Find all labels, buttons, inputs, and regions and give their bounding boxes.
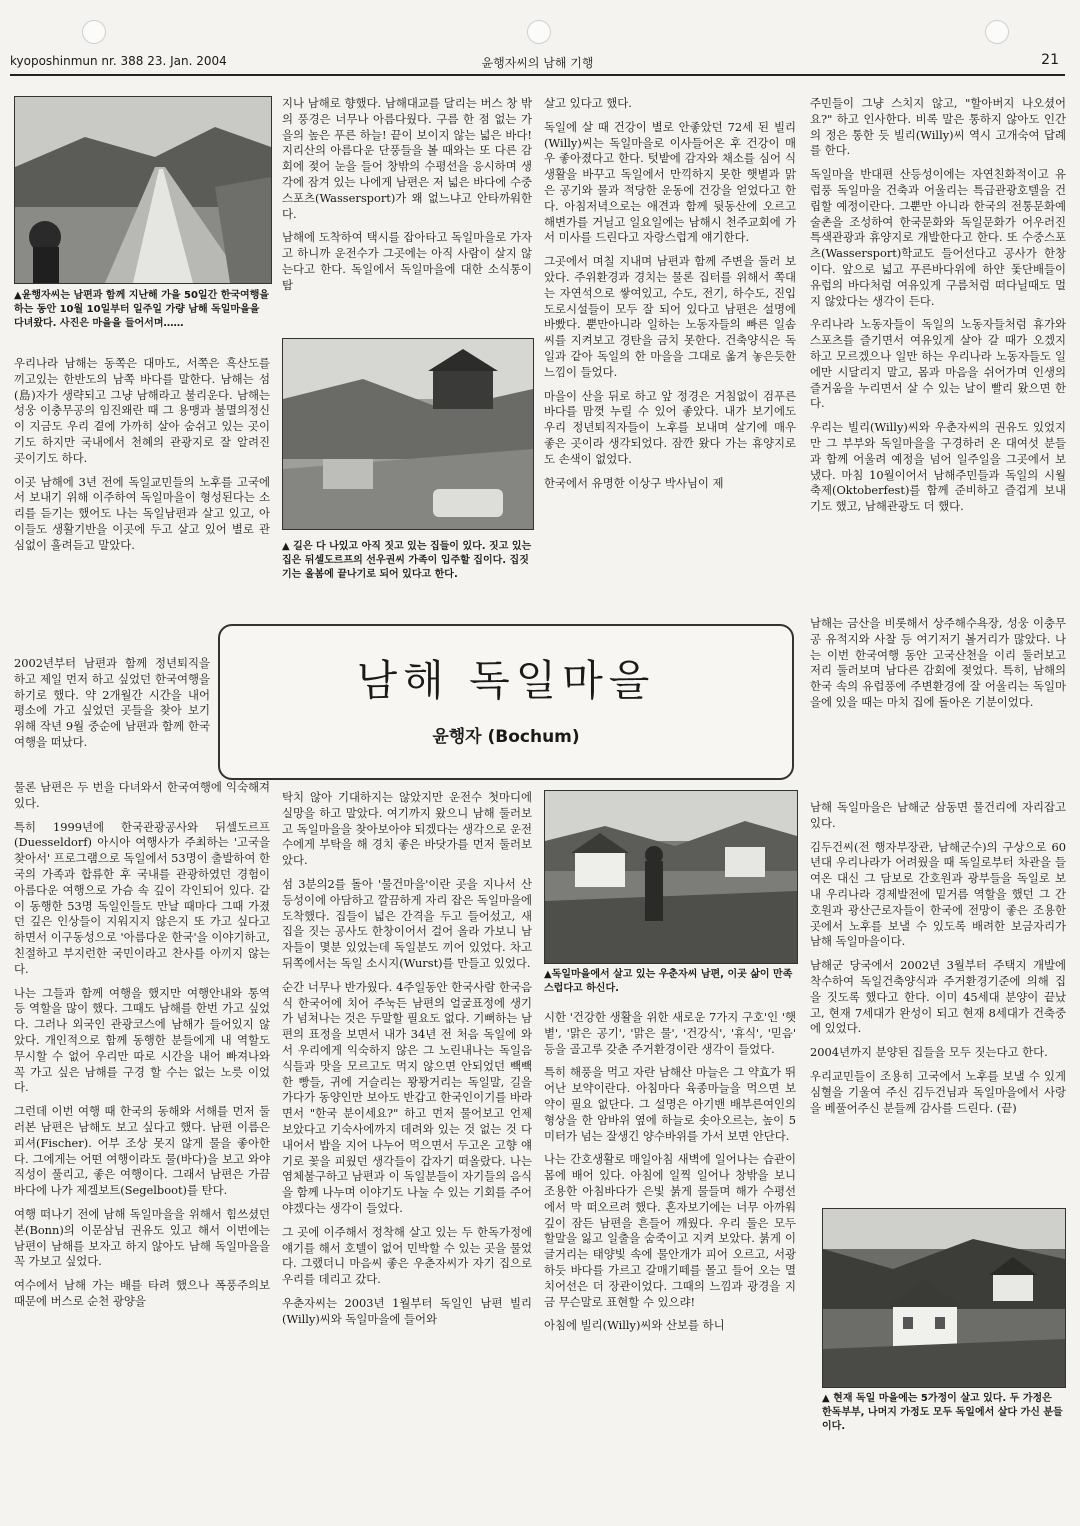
article-column-2a (282, 96, 532, 334)
article-column-4a (810, 96, 1066, 616)
paragraph: 여행 떠나기 전에 남해 독일마을을 위해서 힘쓰셨던 본(Bonn)의 이문삼님 권유도 있고 해서 이번에는 남편이 남해를 보자고 하지 않아도 남해 독일마을을 꼭 가보고 싶었다. (14, 1206, 270, 1269)
paragraph: 김두건씨(전 행자부장관, 남해군수)의 구상으로 60년대 우리나라가 어려웠을 때 독일로부터 차관을 들여온 대신 그 담보로 간호원과 광부들을 독일로 보내 우리나라 경제발전에 밑거름 역할을 했던 그 간호원과 광산근로자들이 한국에 전망이 좋은 조용한 곳에서 노후를 보낼 수 있도록 배려한 보금자리가 남해 독일마을이다. (810, 839, 1066, 949)
punch-hole (82, 20, 106, 44)
article-column-3b (544, 1010, 796, 1456)
photo-road (14, 96, 272, 284)
article-column-1a (14, 356, 270, 648)
page-number: 21 (1041, 52, 1059, 68)
paragraph: 특히 1999년에 한국관광공사와 뒤셀도르프(Duesseldorf) 아시아 여행사가 주최하는 '고국을 찾아서' 프로그램으로 독일에서 53명이 출발하여 한국의 가족과 합류한 후 국내를 관광하였던 경험이 아름다운 여행으로 가슴 속 깊이 각인되어 있다. 같이 동행한 53명 독일인들도 만날 때마다 그때 가졌던 깊은 인상들이 지워지지 않은지 또 가고 싶다고 하면서 이구동성으로 '아름다운 한국'을 이야기하고, 친절하고 부지런한 국민이라고 찬사를 아끼지 않는다. (14, 819, 270, 976)
paragraph: 나는 간호생활로 매일아침 새벽에 일어나는 습관이 몸에 배어 있다. 아침에 일찍 일어나 창밖을 보니 조용한 아침바다가 은빛 붉게 물들며 해가 수평선에서 막 떠오르려 했다. 혼자보기에는 너무 아까워 깊이 잠든 남편을 흔들어 깨웠다. 우리 둘은 모두 할말을 잃고 일출을 숨죽이고 지켜 보았다. 붉게 이글거리는 태양빛 속에 물안개가 피어 오르고, 서광하듯 바다를 가르고 갈매기떼를 몰고 들어 오는 멸치어선은 더 장관이었다. 그때의 느낌과 광경을 지금 무슨말로 표현할 수 있으랴! (544, 1152, 796, 1309)
photo-construction (282, 338, 534, 530)
paragraph: 우리교민들이 조용히 고국에서 노후를 보낼 수 있게 심혈을 기울여 주신 김두건님과 독일마을에서 사랑을 베풀어주신 분들께 감사를 드린다. (끝) (810, 1068, 1066, 1115)
page-header (10, 50, 1065, 76)
paragraph: 우리나라 노동자들이 독일의 노동자들처럼 휴가와 스포츠를 즐기면서 여유있게 살아 갈 때가 오겠지 하고 모르겠으나 일만 하는 우리나라 노동자들도 일에만 시달리지 말고, 몸과 마음을 쉬어가며 인생의 즐거움을 누리면서 살 수 있는 날이 빨리 왔으면 한다. (810, 317, 1066, 411)
paragraph: 남해 독일마을은 남해군 삼동면 물건리에 자리잡고 있다. (810, 800, 1066, 830)
caption-road: ▲윤행자씨는 남편과 함께 지난해 가을 50일간 한국여행을 하는 동안 10월 10일부터 일주일 가량 남해 독일마을을 다녀왔다. 사진은 마을을 들어서며…… (14, 290, 270, 329)
article-column-4b (810, 616, 1066, 784)
paragraph: 마을이 산을 뒤로 하고 앞 정경은 거침없이 검푸른 바다를 맘껏 누릴 수 있어 좋았다. 내가 보기에도 우리 정년퇴직자들이 노후를 보내며 살기에 매우 좋은 곳이라 생각되었다. 잠깐 왔다 가는 휴양지로도 손색이 없었다. (544, 388, 796, 466)
caption-houses: ▲ 현재 독일 마을에는 5가정이 살고 있다. 두 가정은 한독부부, 나머지 가정도 모두 독일에서 살다 가신 분들이다. (822, 1393, 1063, 1432)
paragraph: 그런데 이번 여행 때 한국의 동해와 서해를 먼저 둘러본 남편은 남해도 보고 싶다고 했다. 남편 이름은 피셔(Fischer). 어부 조상 못지 않게 물을 좋아한다. 그에게는 어떤 여행이라도 물(바다)을 보고 와야 직성이 풀리고, 좋은 여행이다. 그래서 남편은 가끔 바다에 나가 제겔보트(Segelboot)를 탄다. (14, 1104, 270, 1198)
paragraph: 남해에 도착하여 택시를 잡아타고 독일마을로 가자고 하니까 운전수가 그곳에는 아직 사람이 살지 않는다고 한다. 독일에서 독일마을에 대한 소식통이 탐 (282, 230, 532, 292)
paragraph: 탁치 않아 기대하지는 않았지만 운전수 첫마디에 실망을 하고 말았다. 여기까지 왔으니 남해 둘러보고 독일마을을 찾아보아야 되겠다는 생각으로 운전수에게 부탁을 해 경치 좋은 바닷가를 먼저 둘러보았다. (282, 790, 532, 868)
paragraph: 2004년까지 분양된 집들을 모두 짓는다고 한다. (810, 1045, 1048, 1060)
paragraph: 섬 3분의2를 돌아 '물건마을'이란 곳을 지나서 산등성이에 아담하고 깔끔하게 자리 잡은 독일마을에 도착했다. 집들이 넓은 간격을 두고 들어섰고, 새 집을 짓는 공사도 한창이어서 걸어 올라 가보니 남자들이 몇분 있었는데 독일분도 끼어 있었다. 차고 뒤쪽에서는 독일 소시지(Wurst)를 만들고 있었다. (282, 876, 532, 970)
paragraph: 특히 해풍을 먹고 자란 남해산 마늘은 그 약효가 뛰어난 보약이란다. 아침마다 육종마늘을 먹으면 보약이 필요 없단다. 그 설명은 아기밴 배부른여인의 형상을 한 암바위 옆에 하늘로 솟아오르는, 높이 5미터가 넘는 잘생긴 양수바위를 가서 보면 안단다. (544, 1065, 796, 1143)
photo-garden (544, 790, 798, 964)
paragraph: 우리나라 남해는 동쪽은 대마도, 서쪽은 흑산도를 끼고있는 한반도의 남쪽 바다를 말한다. 남해는 섬(島)자가 생략되고 그냥 남해라고 불리운다. 남해는 성웅 이충무공의 임진왜란 때 그 용맹과 불멸의정신이 지금도 우리 곁에 가까히 살아 숨쉬고 있는 곳이기도 하지만 국내에서 천혜의 관광지로 잘 알려진 곳이기도 하다. (14, 356, 270, 465)
paragraph: 그 곳에 이주해서 정착해 살고 있는 두 한독가정에 얘기를 해서 호텔이 없어 민박할 수 있는 곳을 물었다. 그랬더니 마음씨 좋은 우춘자씨가 자기 집으로 우리를 데리고 갔다. (282, 1224, 532, 1287)
paragraph: 한국에서 유명한 이상구 박사님이 제 (544, 475, 724, 490)
paragraph: 독일에 살 때 건강이 별로 안좋았던 72세 된 빌리(Willy)씨는 독일마을로 이사들어온 후 건강이 매우 좋아졌다고 한다. 텃밭에 감자와 채소를 심어 식생활을 바꾸고 독일에서 만끽하지 못한 햇볕과 맑은 공기와 물과 적당한 운동에 건강을 얻었다고 한다. 아침저녁으로는 애견과 함께 뒷동산에 오르고 해변가를 거닐고 일요일에는 남해시 천주교회에 가서 미사를 드린다고 자랑스럽게 얘기한다. (544, 119, 796, 245)
article-title: 남해 독일마을 (356, 656, 656, 705)
paragraph: 살고 있다고 했다. (544, 96, 632, 110)
paragraph: 우리는 빌리(Willy)씨와 우춘자씨의 권유도 있었지만 그 부부와 독일마을을 구경하러 온 대여섯 분들과 함께 어울려 예정을 넘어 일주일을 그곳에서 보냈다. 마침 10월이어서 남해주민들과 독일의 시월축제(Oktoberfest)를 함께 준비하고 즐겁게 보내기도 했고, 남해관광도 더 했다. (810, 420, 1066, 514)
photo-houses (822, 1208, 1066, 1388)
caption-construction: ▲ 길은 다 나있고 아직 짓고 있는 집들이 있다. 짓고 있는 집은 뒤셀도르프의 선우권씨 가족이 입주할 집이다. 집짓기는 올봄에 끝나기로 되어 있다고 한다. (282, 541, 532, 580)
paragraph: 여수에서 남해 가는 배를 타려 했으나 폭풍주의보 때문에 버스로 순천 광양을 (14, 1278, 270, 1308)
paragraph: 주민들이 그냥 스치지 않고, "할아버지 나오셨어요?" 하고 인사한다. 비록 말은 통하지 않아도 인간의 정은 통한 듯 빌리(Willy)씨 역시 고개숙여 답례를 한다. (810, 96, 1066, 158)
paragraph: 지나 남해로 향했다. 남해대교를 달리는 버스 창 밖의 풍경은 너무나 아름다웠다. 구름 한 점 없는 가을의 높은 푸른 하늘! 끝이 보이지 않는 넓은 바다! 지리산의 아름다운 단풍들을 볼 때와는 또 다른 감회에 젖어 눈을 들어 창밖의 수평선을 응시하며 생각에 잠겨 있는 나에게 남편은 저 넓은 바다에 수중스포츠(Wassersport)가 왜 없느냐고 안타까워한다. (282, 96, 532, 221)
section-title: 윤행자씨의 남해 기행 (481, 56, 594, 70)
paragraph: 이곳 남해에 3년 전에 독일교민들의 노후를 고국에서 보내기 위해 이주하여 독일마을이 형성된다는 소리를 듣기는 했어도 나는 독일남편과 살고 있고, 아이들도 생활기반을 이곳에 두고 살고 있어 별로 관심없이 흘려듣고 말았다. (14, 474, 270, 552)
paragraph: 남해군 당국에서 2002년 3월부터 주택지 개발에 착수하여 독일건축양식과 주거환경기준에 의해 집을 짓도록 했다고 한다. 이미 45세대 분양이 끝났고, 현재 7세대가 완성이 되고 현재 8세대가 건축중에 있었다. (810, 958, 1066, 1036)
paragraph: 아침에 빌리(Willy)씨와 산보를 하니 (544, 1318, 725, 1333)
paragraph: 시한 '건강한 생활을 위한 새로운 7가지 구호'인 '햇볕', '맑은 공기', '맑은 물', '건강식', '휴식', '믿음' 등을 골고루 갖춘 주거환경이란 생각이 들었다. (544, 1010, 796, 1056)
paragraph: 2002년부터 남편과 함께 정년퇴직을 하고 제일 먼저 하고 싶었던 한국여행을 하기로 했다. 약 2개월간 시간을 내어 평소에 가고 싶었던 곳들을 찾아 보기 위해 작년 9월 중순에 남편과 함께 한국여행을 떠났다. (14, 656, 210, 749)
paragraph: 독일마을 반대편 산등성이에는 자연친화적이고 유럽풍 독일마을 건축과 어울리는 특급관광호텔을 건립할 예정이란다. 그뿐만 아니라 한국의 전통문화예술촌을 조성하여 한국문화와 독일문화가 어우러진 특색관광과 휴양지로 개발한다고 한다. 또 수중스포츠(Wassersport)학교도 들어선다고 공사가 한창이다. 앞으로 넓고 푸른바다위에 하얀 돛단배들이 유럽의 바다처럼 여유있게 구름처럼 떠다닐때도 멀지 않았다는 생각이 든다. (810, 167, 1066, 308)
article-author: 윤행자 (Bochum) (432, 727, 580, 747)
article-column-2b (282, 790, 532, 1456)
publication-info: kyoposhinmun nr. 388 23. Jan. 2004 (10, 54, 227, 68)
paragraph: 그곳에서 며칠 지내며 남편과 함께 주변을 둘러 보았다. 주위환경과 경치는 물론 집터를 위해서 쪽대는 자연석으로 쌓여있고, 수도, 전기, 하수도, 진입도로시설들이 모두 잘 되어 있다고 남편은 설명에 바빴다. 뿐만아니라 일하는 노동자들의 빠른 일솜씨를 지켜보고 경탄을 금치 못한다. 건축양식은 독일과 같아 독일의 한 마을을 그대로 옮겨 놓은듯한 느낌이 들었다. (544, 254, 796, 379)
article-column-3a (544, 96, 796, 606)
article-column-1b (14, 656, 210, 778)
punch-hole (527, 20, 551, 44)
paragraph: 순간 너무나 반가웠다. 4주일동안 한국사람 한국음식 한국어에 치어 주눅든 남편의 얼굴표정에 생기가 넘쳐나는 것은 두말할 필요도 없다. 기뻐하는 남편의 표정을 보면서 내가 34년 전 처음 독일에 와서 우리에게 익숙하지 않은 그 노린내나는 독일음식들과 맛을 모르고도 먹지 않으면 안되었던 빽빽한 빵들, 귀에 거슬리는 꽝꽝거리는 독일말, 길을 가다가 동양인만 보아도 반갑고 한국인이기를 바라면서 "한국 분이세요?" 하고 먼저 물어보고 언제 보았다고 기숙사에까지 데려와 있는 것 없는 것 다 내어서 밥을 지어 나누어 먹으면서 두고온 고향 얘기로 꽃을 피웠던 생각들이 갑자기 떠올랐다. 나는 염체불구하고 남편과 이 독일분들이 자기들의 음식을 함께 나누며 이야기도 나눌 수 있는 기회를 주어야겠다는 생각이 들었다. (282, 979, 532, 1215)
paragraph: 물론 남편은 두 번을 다녀와서 한국여행에 익숙해져 있다. (14, 780, 270, 810)
punch-hole (985, 20, 1009, 44)
article-title-box (218, 624, 794, 780)
article-column-4c (810, 800, 1066, 1198)
paragraph: 나는 그들과 함께 여행을 했지만 여행안내와 통역 등 역할을 많이 했다. 그때도 남해를 한번 가고 싶었다. 그러나 외국인 관광코스에 남해가 들어있지 않았다. 개인적으로 함께 동행한 분들에게 내 역할도 무시할 수 없어 우리만 따로 시간을 내어 빠져나와 꼭 가고 싶은 남해를 구경 할 수는 없는 노릇 이었다. (14, 985, 270, 1095)
paragraph: 남해는 금산을 비롯해서 상주해수욕장, 성웅 이충무공 유적지와 사찰 등 여기저기 볼거리가 많았다. 나는 이번 한국여행 동안 고국산천을 이리 둘러보고 저리 둘러보며 남다른 감회에 젖었다. 특히, 남해의 한국 속의 유럽풍에 주변환경에 잘 어울리는 독일마을에 있을 때는 마치 집에 돌아온 기분이었다. (810, 616, 1066, 709)
paragraph: 우춘자씨는 2003년 1월부터 독일인 남편 빌리(Willy)씨와 독일마을에 들어와 (282, 1295, 532, 1326)
caption-garden: ▲독일마을에서 살고 있는 우춘자씨 남편, 이곳 삶이 만족스럽다고 하신다. (544, 969, 793, 994)
article-column-1c (14, 780, 270, 1456)
